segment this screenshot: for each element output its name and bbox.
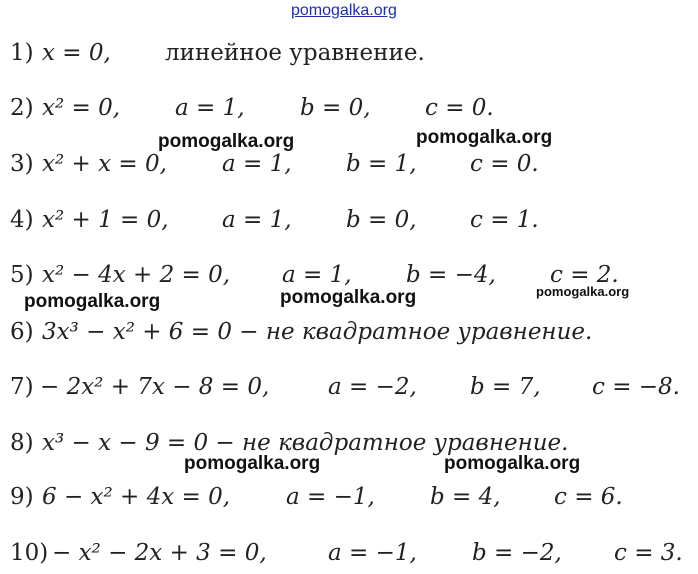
coef-b: b = 0, bbox=[346, 207, 417, 233]
watermark: pomogalka.org bbox=[280, 287, 417, 308]
watermark-top: pomogalka.org bbox=[291, 2, 397, 19]
coef-b: b = −2, bbox=[472, 540, 562, 566]
line-number: 6) bbox=[10, 319, 34, 345]
watermark: pomogalka.org bbox=[416, 127, 553, 148]
coef-a: a = −2, bbox=[328, 374, 417, 400]
equation: x³ − x − 9 = 0 − не квадратное уравнение. bbox=[42, 430, 569, 456]
equation: x² = 0, bbox=[42, 95, 121, 121]
equation: 6 − x² + 4x = 0, bbox=[42, 484, 231, 510]
coef-a: a = −1, bbox=[328, 540, 417, 566]
line-number: 2) bbox=[10, 95, 34, 121]
watermark: pomogalka.org bbox=[536, 284, 630, 299]
coef-c: c = 6. bbox=[554, 484, 623, 510]
coef-a: a = 1, bbox=[222, 151, 292, 177]
watermark: pomogalka.org bbox=[184, 453, 321, 474]
line-number: 5) bbox=[10, 262, 34, 288]
coef-b: b = 7, bbox=[470, 374, 541, 400]
line-number: 8) bbox=[10, 430, 34, 456]
coef-c: c = −8. bbox=[592, 374, 680, 400]
line-number: 1) bbox=[10, 40, 34, 66]
equation: − x² − 2x + 3 = 0, bbox=[52, 540, 267, 566]
coef-b: b = 1, bbox=[346, 151, 417, 177]
coef-a: a = −1, bbox=[286, 484, 375, 510]
equation: x² + x = 0, bbox=[42, 151, 167, 177]
coef-c: c = 0. bbox=[470, 151, 539, 177]
equation: x² + 1 = 0, bbox=[42, 207, 169, 233]
equation: x = 0, bbox=[42, 40, 111, 66]
coef-a: a = 1, bbox=[282, 262, 352, 288]
equation: − 2x² + 7x − 8 = 0, bbox=[40, 374, 270, 400]
watermark: pomogalka.org bbox=[158, 131, 295, 152]
watermark: pomogalka.org bbox=[444, 453, 581, 474]
watermark: pomogalka.org bbox=[24, 291, 161, 312]
coef-c: c = 0. bbox=[425, 95, 494, 121]
coef-b: b = 4, bbox=[430, 484, 501, 510]
coef-b: b = 0, bbox=[300, 95, 371, 121]
note: линейное уравнение. bbox=[165, 40, 425, 66]
line-number: 7) bbox=[10, 374, 34, 400]
equation: x² − 4x + 2 = 0, bbox=[42, 262, 231, 288]
line-number: 4) bbox=[10, 207, 34, 233]
equation: 3x³ − x² + 6 = 0 − не квадратное уравнение. bbox=[42, 319, 593, 345]
coef-c: c = 1. bbox=[470, 207, 539, 233]
line-number: 9) bbox=[10, 484, 34, 510]
coef-c: c = 3. bbox=[614, 540, 683, 566]
coef-a: a = 1, bbox=[222, 207, 292, 233]
coef-b: b = −4, bbox=[406, 262, 496, 288]
coef-c: c = 2. bbox=[550, 262, 619, 288]
line-number: 3) bbox=[10, 151, 34, 177]
line-number: 10) bbox=[10, 540, 49, 566]
coef-a: a = 1, bbox=[175, 95, 245, 121]
